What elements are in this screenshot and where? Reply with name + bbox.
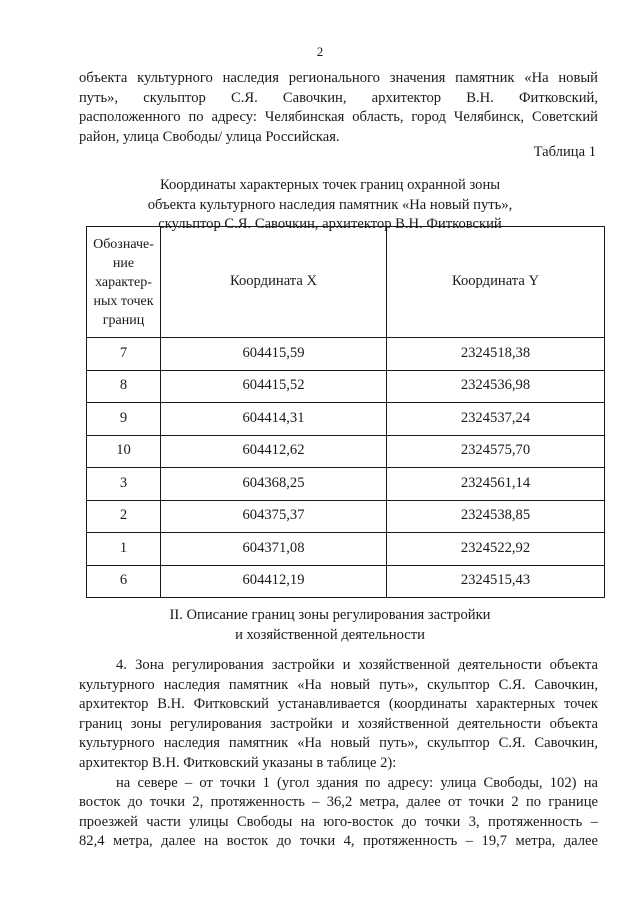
cell-point: 2 [87, 500, 161, 533]
cell-point: 9 [87, 403, 161, 436]
table-row [87, 403, 605, 436]
cell-point: 1 [87, 533, 161, 566]
body-line: 82,4 метра, далее на восток до точки 4, протяженность – 19,7 метра, далее [79, 833, 598, 850]
cell-y: 2324575,70 [387, 435, 605, 468]
header-point-designation [87, 227, 161, 338]
table-header-row [87, 227, 605, 338]
intro-line: район, улица Свободы/ улица Российская. [79, 128, 340, 145]
cell-y: 2324538,85 [387, 500, 605, 533]
section-title-line: и хозяйственной деятельности [235, 626, 425, 643]
body-text [79, 656, 598, 852]
body-line: архитектор В.Н. Фитковский устанавливается (координаты характерных точек [79, 696, 598, 713]
cell-y: 2324536,98 [387, 370, 605, 403]
table-row [87, 338, 605, 371]
table-label: Таблица 1 [533, 144, 596, 160]
cell-x: 604412,62 [161, 435, 387, 468]
cell-y: 2324515,43 [387, 565, 605, 598]
coordinates-table [86, 226, 605, 598]
cell-y: 2324561,14 [387, 468, 605, 501]
cell-x: 604414,31 [161, 403, 387, 436]
body-line: культурного наследия памятник «На новый путь», скульптор С.Я. Савочкин, [79, 676, 598, 693]
intro-paragraph [79, 69, 598, 147]
cell-x: 604415,52 [161, 370, 387, 403]
table-row [87, 565, 605, 598]
cell-x: 604415,59 [161, 338, 387, 371]
body-line: восток до точки 2, протяженность – 36,2 метра, далее от точки 2 по границе [79, 794, 598, 811]
cell-point: 7 [87, 338, 161, 371]
table-row [87, 533, 605, 566]
cell-y: 2324518,38 [387, 338, 605, 371]
cell-y: 2324522,92 [387, 533, 605, 566]
section-title-line: II. Описание границ зоны регулирования застройки [169, 607, 491, 623]
body-line: архитектор В.Н. Фитковский указаны в таблице 2): [79, 754, 397, 771]
body-line: 4. Зона регулирования застройки и хозяйственной деятельности объекта [116, 657, 598, 673]
cell-y: 2324537,24 [387, 403, 605, 436]
table-row [87, 370, 605, 403]
cell-x: 604371,08 [161, 533, 387, 566]
table-row [87, 500, 605, 533]
intro-line: расположенного по адресу: Челябинская область, город Челябинск, Советский [79, 109, 598, 126]
header-coordinate-x: Координата X [161, 227, 387, 338]
caption-line: Координаты характерных точек границ охранной зоны [159, 177, 501, 193]
cell-x: 604412,19 [161, 565, 387, 598]
section-title [120, 606, 540, 645]
cell-point: 3 [87, 468, 161, 501]
table-row [87, 435, 605, 468]
body-line: границ зоны регулирования застройки и хозяйственной деятельности объекта [79, 715, 598, 732]
cell-x: 604368,25 [161, 468, 387, 501]
cell-point: 6 [87, 565, 161, 598]
header-coordinate-y: Координата Y [387, 227, 605, 338]
header-point-designation-text: Обозначе- ние характер- ных точек границ [93, 236, 154, 328]
intro-line: путь», скульптор С.Я. Савочкин, архитектор В.Н. Фитковский, [79, 89, 598, 106]
table-row [87, 468, 605, 501]
body-line: проезжей части улицы Свободы на юго-восток до точки 3, протяженность – [79, 813, 598, 830]
caption-line: объекта культурного наследия памятник «На новый путь», [147, 196, 513, 213]
cell-x: 604375,37 [161, 500, 387, 533]
cell-point: 10 [87, 435, 161, 468]
intro-line: объекта культурного наследия регионального значения памятник «На новый [79, 70, 598, 86]
page-number: 2 [316, 44, 324, 59]
body-line: на севере – от точки 1 (угол здания по адресу: улица Свободы, 102) на [116, 774, 598, 791]
cell-point: 8 [87, 370, 161, 403]
caption-line: скульптор С.Я. Савочкин, архитектор В.Н. Фитковский [158, 216, 502, 233]
body-line: культурного наследия памятник «На новый путь», скульптор С.Я. Савочкин, [79, 735, 598, 752]
